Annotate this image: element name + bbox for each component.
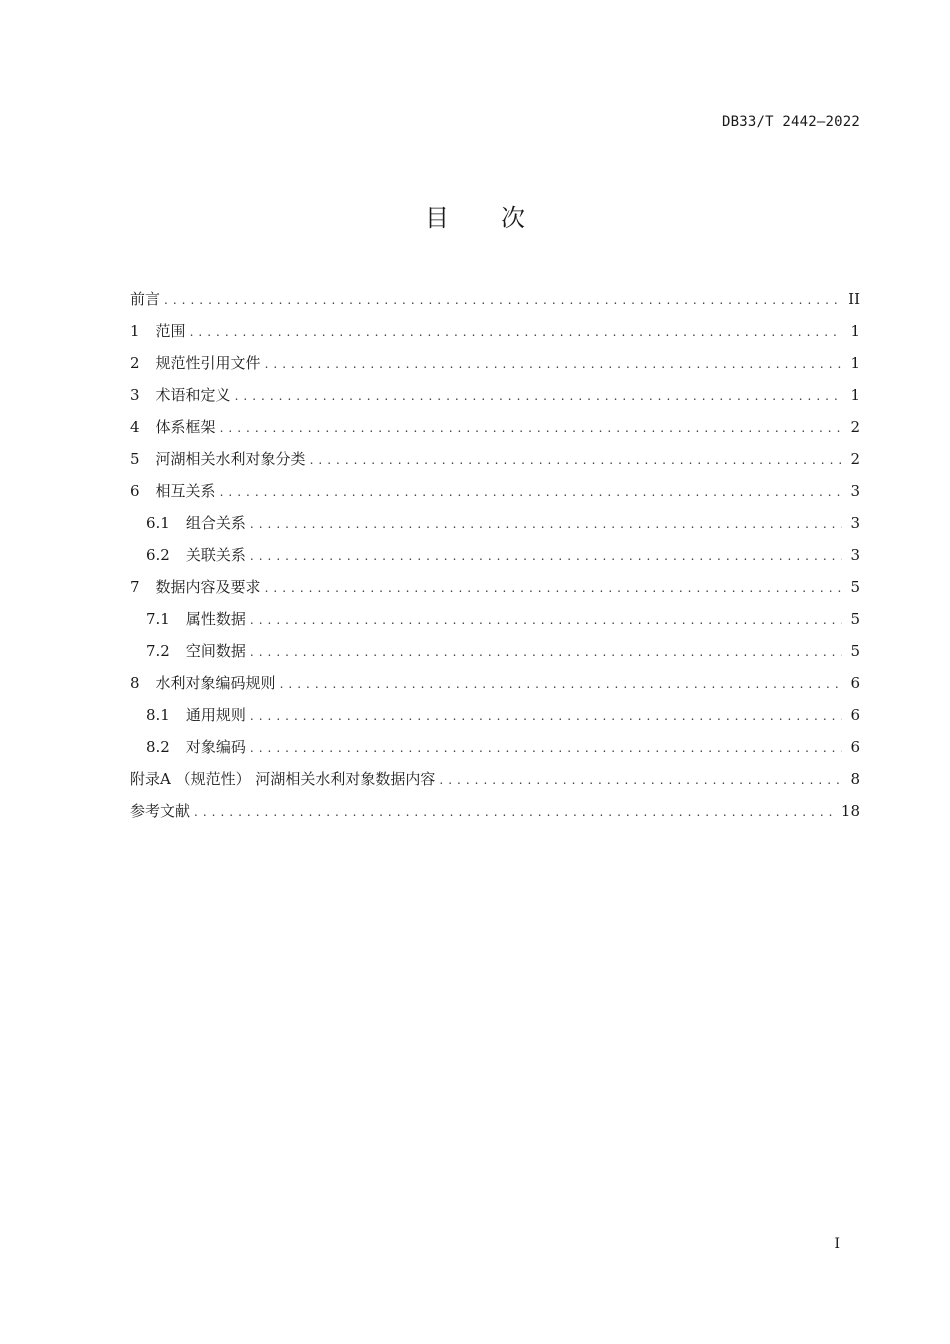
toc-leader-dots: [265, 351, 842, 377]
toc-entry-label: 规范性引用文件: [155, 354, 261, 372]
toc-entry-label: 参考文献: [130, 802, 191, 820]
toc-title: [0, 198, 950, 233]
toc-entry-label: 相互关系: [155, 482, 216, 500]
toc-leader-dots: [250, 511, 842, 537]
toc-entry-1[interactable]: [130, 318, 860, 350]
toc-leader-dots: [164, 287, 842, 313]
toc-leader-dots: [250, 607, 842, 633]
toc-entry-2[interactable]: [130, 350, 860, 382]
toc-entry-8-2[interactable]: [130, 734, 860, 766]
toc-leader-dots: [194, 799, 835, 825]
toc-entry-page: 2: [850, 418, 860, 436]
toc-entry-foreword[interactable]: [130, 286, 860, 318]
toc-leader-dots: [220, 415, 842, 441]
toc-entry-7[interactable]: [130, 574, 860, 606]
table-of-contents: [130, 286, 860, 830]
toc-entry-page: 6: [850, 738, 860, 756]
toc-entry-appendix-a[interactable]: [130, 766, 860, 798]
toc-entry-label: 对象编码: [185, 738, 246, 756]
toc-entry-number: 2: [130, 354, 140, 372]
toc-entry-page: 6: [850, 674, 860, 692]
toc-entry-label: 属性数据: [185, 610, 246, 628]
toc-entry-page: 5: [850, 610, 860, 628]
toc-title-part1: 目: [425, 204, 449, 232]
toc-entry-number: 6.2: [146, 546, 170, 564]
toc-entry-6-1[interactable]: [130, 510, 860, 542]
toc-entry-page: 3: [850, 514, 860, 532]
toc-entry-page: 5: [850, 578, 860, 596]
toc-entry-number: 7.1: [146, 610, 170, 628]
toc-entry-page: 1: [850, 354, 860, 372]
toc-entry-8[interactable]: [130, 670, 860, 702]
toc-leader-dots: [250, 703, 842, 729]
toc-entry-page: 1: [850, 322, 860, 340]
toc-entry-label: 关联关系: [185, 546, 246, 564]
toc-entry-label: 水利对象编码规则: [155, 674, 276, 692]
toc-entry-label: 数据内容及要求: [155, 578, 261, 596]
toc-entry-number: 4: [130, 418, 140, 436]
document-code: DB33/T 2442—2022: [721, 114, 860, 130]
toc-entry-label: 体系框架: [155, 418, 216, 436]
toc-entry-label: 前言: [130, 290, 161, 308]
toc-entry-number: 1: [130, 322, 140, 340]
toc-entry-number: 3: [130, 386, 140, 404]
toc-entry-number: 7.2: [146, 642, 170, 660]
toc-entry-number: 8: [130, 674, 140, 692]
toc-entry-4[interactable]: [130, 414, 860, 446]
toc-leader-dots: [250, 639, 842, 665]
toc-entry-label: 河湖相关水利对象分类: [155, 450, 306, 468]
toc-leader-dots: [220, 479, 842, 505]
toc-entry-page: II: [848, 290, 860, 308]
toc-entry-3[interactable]: [130, 382, 860, 414]
toc-entry-number: 8.1: [146, 706, 170, 724]
toc-entry-6-2[interactable]: [130, 542, 860, 574]
toc-entry-label: 通用规则: [185, 706, 246, 724]
toc-entry-number: 6.1: [146, 514, 170, 532]
toc-entry-6[interactable]: [130, 478, 860, 510]
toc-entry-label: 术语和定义: [155, 386, 231, 404]
toc-entry-page: 3: [850, 482, 860, 500]
toc-entry-7-1[interactable]: [130, 606, 860, 638]
toc-entry-bibliography[interactable]: [130, 798, 860, 830]
toc-leader-dots: [310, 447, 842, 473]
toc-entry-label: 空间数据: [185, 642, 246, 660]
toc-entry-page: 3: [850, 546, 860, 564]
toc-entry-page: 1: [850, 386, 860, 404]
toc-leader-dots: [250, 735, 842, 761]
toc-leader-dots: [190, 319, 842, 345]
toc-leader-dots: [250, 543, 842, 569]
toc-entry-8-1[interactable]: [130, 702, 860, 734]
toc-entry-number: 6: [130, 482, 140, 500]
toc-leader-dots: [280, 671, 842, 697]
toc-entry-number: 7: [130, 578, 140, 596]
toc-entry-page: 8: [850, 770, 860, 788]
toc-entry-7-2[interactable]: [130, 638, 860, 670]
toc-leader-dots: [439, 767, 842, 793]
toc-leader-dots: [235, 383, 842, 409]
page-number: I: [834, 1236, 840, 1252]
toc-entry-label: 组合关系: [185, 514, 246, 532]
toc-entry-label: 附录A （规范性） 河湖相关水利对象数据内容: [130, 770, 436, 788]
toc-entry-page: 6: [850, 706, 860, 724]
toc-entry-number: 5: [130, 450, 140, 468]
toc-entry-number: 8.2: [146, 738, 170, 756]
toc-entry-page: 18: [840, 802, 860, 820]
toc-entry-5[interactable]: [130, 446, 860, 478]
toc-entry-page: 2: [850, 450, 860, 468]
toc-entry-label: 范围: [155, 322, 186, 340]
toc-title-part2: 次: [501, 204, 525, 232]
toc-entry-page: 5: [850, 642, 860, 660]
toc-leader-dots: [265, 575, 842, 601]
